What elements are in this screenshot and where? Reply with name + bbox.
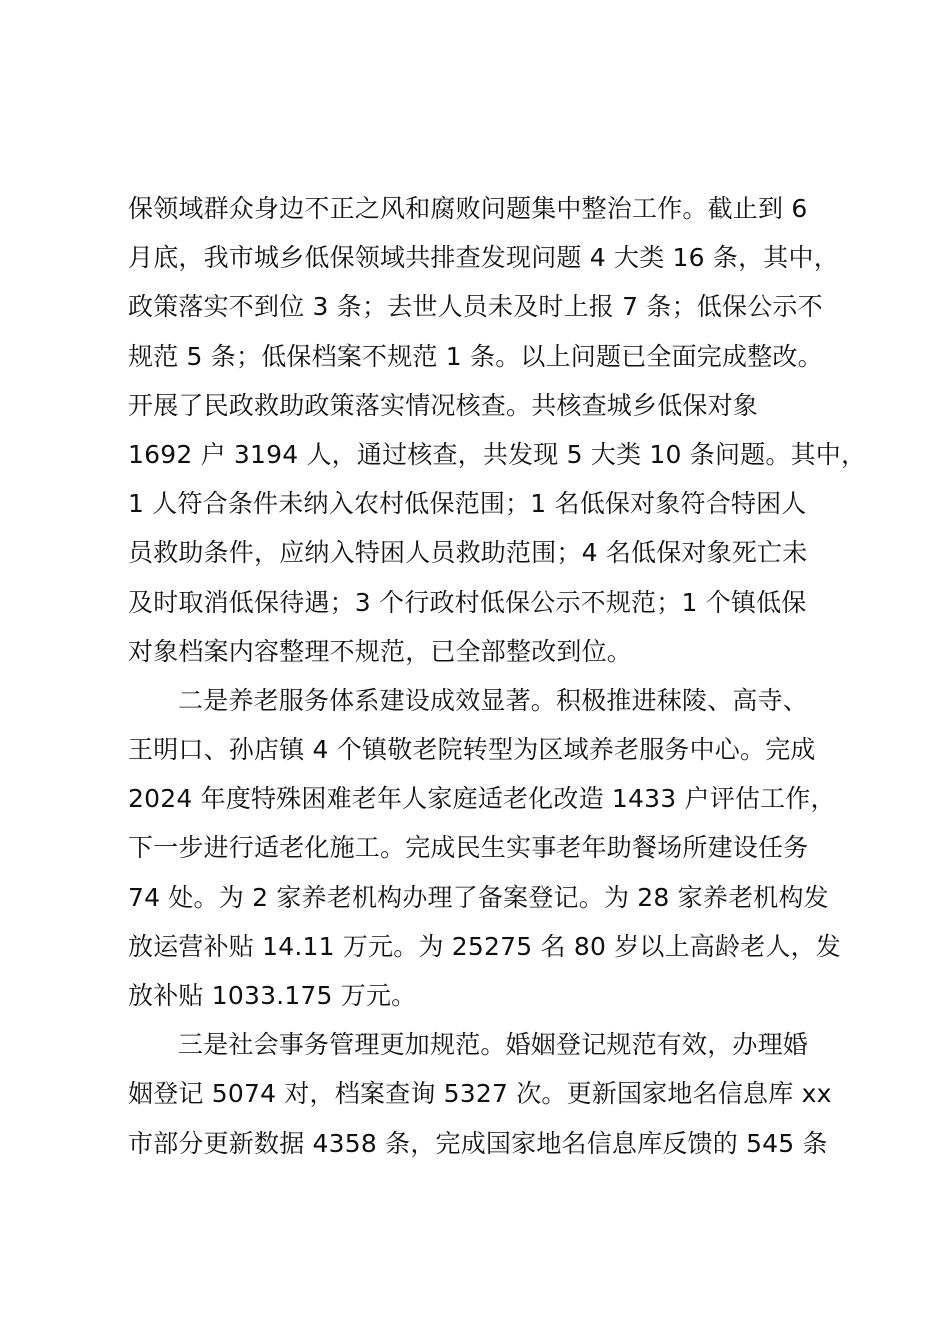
text-line: 保领域群众身边不正之风和腐败问题集中整治工作。截止到 6: [128, 194, 808, 223]
text-line: 对象档案内容整理不规范，已全部整改到位。: [128, 636, 633, 666]
paragraph-start-line: 二是养老服务体系建设成效显著。积极推进秣陵、高寺、: [178, 685, 809, 715]
text-line: 月底，我市城乡低保领域共排查发现问题 4 大类 16 条，其中，: [128, 243, 839, 273]
text-line: 1692 户 3194 人，通过核查，共发现 5 大类 10 条问题。其中，: [128, 439, 867, 469]
document-body: [128, 184, 868, 1168]
text-line: 放补贴 1033.175 万元。: [128, 981, 417, 1010]
text-line: 市部分更新数据 4358 条，完成国家地名信息库反馈的 545 条: [128, 1128, 828, 1158]
text-line: 员救助条件，应纳入特困人员救助范围；4 名低保对象死亡未: [128, 538, 808, 568]
text-line: 姻登记 5074 对，档案查询 5327 次。更新国家地名信息库 xx: [128, 1079, 832, 1109]
paragraph-start-line: 三是社会事务管理更加规范。婚姻登记规范有效，办理婚: [178, 1030, 809, 1060]
text-line: 2024 年度特殊困难老年人家庭适老化改造 1433 户评估工作，: [128, 784, 836, 814]
text-line: 开展了民政救助政策落实情况核查。共核查城乡低保对象: [128, 390, 759, 420]
text-line: 74 处。为 2 家养老机构办理了备案登记。为 28 家养老机构发: [128, 882, 829, 912]
text-line: 下一步进行适老化施工。完成民生实事老年助餐场所建设任务: [128, 833, 809, 863]
text-line: 王明口、孙店镇 4 个镇敬老院转型为区域养老服务中心。完成: [128, 735, 816, 765]
text-line: 放运营补贴 14.11 万元。为 25275 名 80 岁以上高龄老人，发: [128, 931, 841, 961]
text-line: 1 人符合条件未纳入农村低保范围；1 名低保对象符合特困人: [128, 489, 807, 519]
text-line: 规范 5 条；低保档案不规范 1 条。以上问题已全面完成整改。: [128, 341, 823, 371]
text-line: 政策落实不到位 3 条；去世人员未及时上报 7 条；低保公示不: [128, 292, 823, 322]
text-line: 及时取消低保待遇；3 个行政村低保公示不规范；1 个镇低保: [128, 587, 807, 617]
